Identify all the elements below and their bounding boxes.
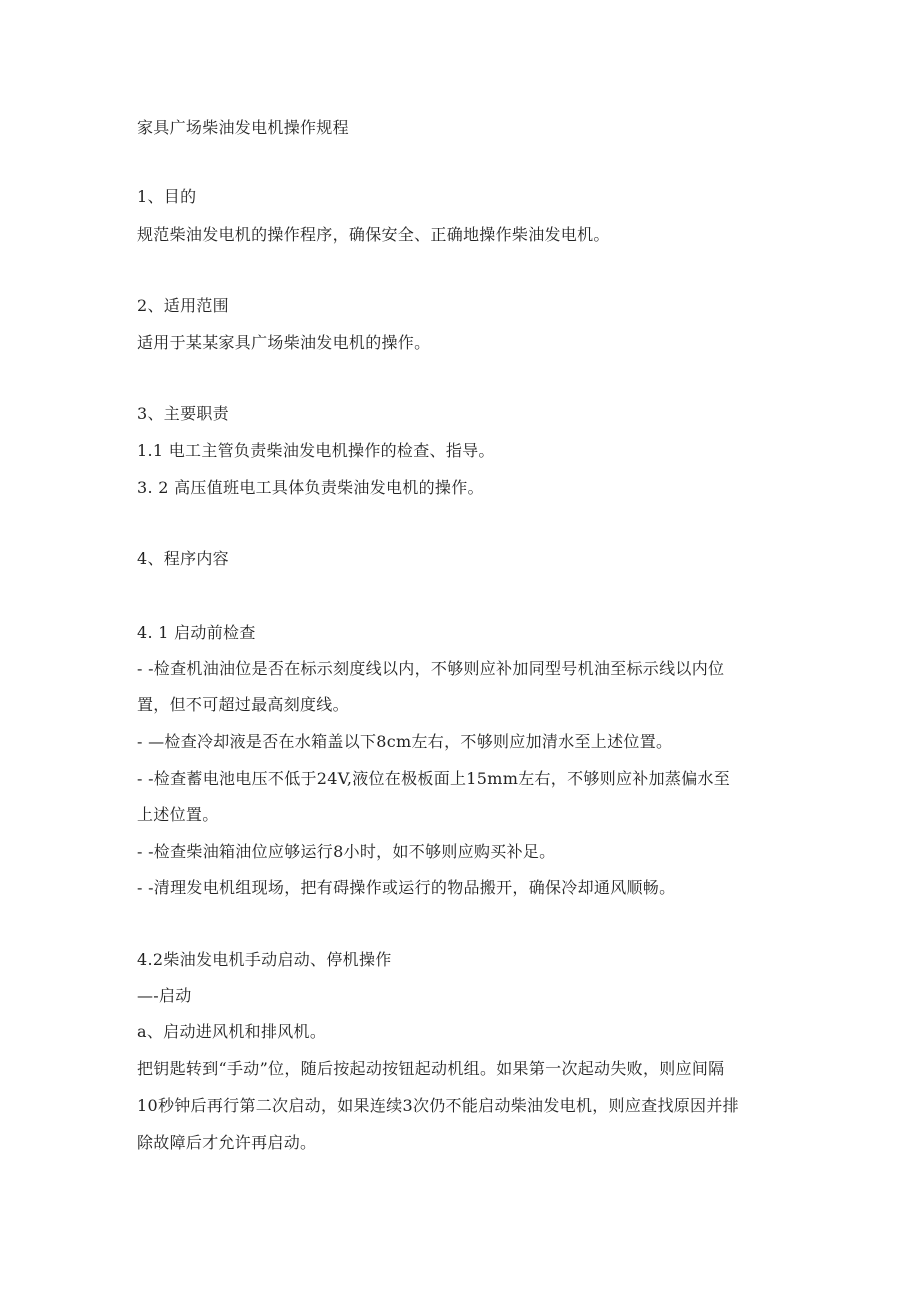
section-2-body: 适用于某某家具广场柴油发电机的操作。 — [137, 333, 431, 352]
section-1-heading: 1、目的 — [137, 187, 197, 206]
section-2-heading: 2、适用范围 — [137, 296, 229, 315]
section-1-body: 规范柴油发电机的操作程序，确保安全、正确地操作柴油发电机。 — [137, 225, 610, 244]
section-4-1-item-2: - —检查冷却液是否在水箱盖以下8cm左右，不够则应加清水至上述位置。 — [137, 732, 673, 751]
document-title: 家具广场柴油发电机操作规程 — [137, 118, 349, 137]
section-4-2-subheading: —-启动 — [137, 986, 192, 1005]
section-4-2-paragraph-line-3: 除故障后才允许再启动。 — [137, 1133, 317, 1152]
section-4-1-item-1-line-1: - -检查机油油位是否在标示刻度线以内，不够则应补加同型号机油至标示线以内位 — [137, 659, 725, 678]
section-4-2-heading: 4.2柴油发电机手动启动、停机操作 — [137, 950, 392, 969]
section-4-2-paragraph-line-2: 10秒钟后再行第二次启动，如果连续3次仍不能启动柴油发电机，则应查找原因并排 — [137, 1096, 739, 1115]
section-4-1-item-1-line-2: 置，但不可超过最高刻度线。 — [137, 695, 349, 714]
section-4-1-item-4: - -检查柴油箱油位应够运行8小时，如不够则应购买补足。 — [137, 842, 556, 861]
section-4-1-item-3-line-2: 上述位置。 — [137, 805, 219, 824]
section-3-item-2: 3. 2 高压值班电工具体负责柴油发电机的操作。 — [137, 478, 484, 497]
section-4-1-heading: 4. 1 启动前检查 — [137, 623, 256, 642]
section-4-2-paragraph-line-1: 把钥匙转到“手动”位，随后按起动按钮起动机组。如果第一次起动失败，则应间隔 — [137, 1059, 725, 1078]
section-4-heading: 4、程序内容 — [137, 549, 229, 568]
section-4-1-item-5: - -清理发电机组现场，把有碍操作或运行的物品搬开，确保冷却通风顺畅。 — [137, 878, 676, 897]
section-4-2-item-a: a、启动进风机和排风机。 — [137, 1022, 327, 1041]
section-3-heading: 3、主要职责 — [137, 404, 229, 423]
section-3-item-1: 1.1 电工主管负责柴油发电机操作的检查、指导。 — [137, 441, 495, 460]
section-4-1-item-3-line-1: - -检查蓄电池电压不低于24V,液位在极板面上15mm左右，不够则应补加蒸偏水至 — [137, 769, 731, 788]
